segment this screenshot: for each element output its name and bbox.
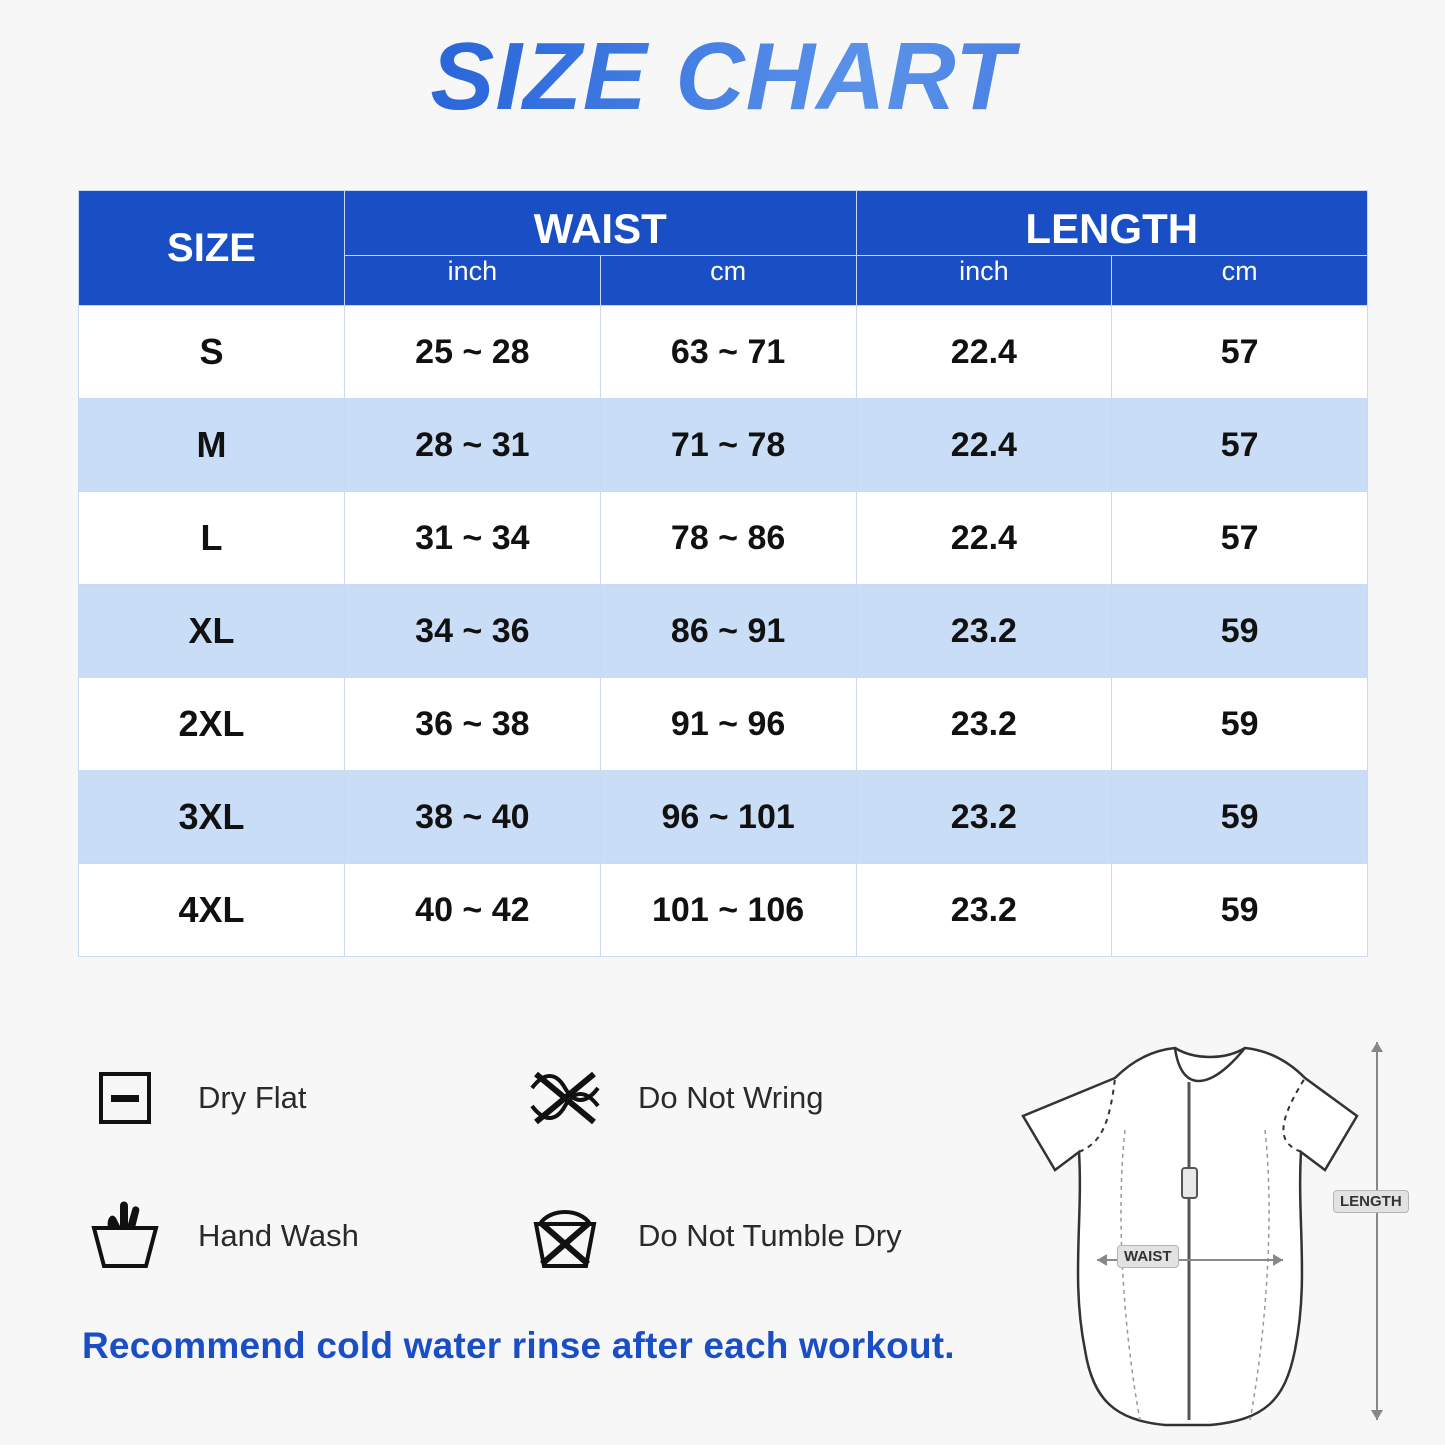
care-row-1 — [82, 1055, 962, 1141]
size-chart-table — [78, 190, 1368, 957]
cell-length-cm: 57 — [1112, 492, 1368, 585]
care-label-dry-flat: Dry Flat — [198, 1080, 307, 1115]
cell-size: 2XL — [79, 678, 345, 771]
cell-length-cm: 59 — [1112, 585, 1368, 678]
cell-length-inch: 23.2 — [856, 585, 1112, 678]
table-row — [79, 585, 1368, 678]
cell-waist-cm: 71 ~ 78 — [600, 399, 856, 492]
cell-length-inch: 23.2 — [856, 864, 1112, 957]
care-label-do-not-wring: Do Not Wring — [638, 1080, 824, 1115]
cell-waist-cm: 91 ~ 96 — [600, 678, 856, 771]
dry-flat-icon — [82, 1055, 168, 1141]
care-item-do-not-tumble-dry — [522, 1193, 962, 1279]
header-size: SIZE — [79, 191, 345, 306]
table-row — [79, 864, 1368, 957]
cell-waist-inch: 25 ~ 28 — [345, 306, 601, 399]
cell-size: XL — [79, 585, 345, 678]
cell-waist-cm: 63 ~ 71 — [600, 306, 856, 399]
unit-length-cm: cm — [1112, 256, 1368, 306]
care-item-do-not-wring — [522, 1055, 962, 1141]
cell-size: S — [79, 306, 345, 399]
cell-size: L — [79, 492, 345, 585]
table-row — [79, 306, 1368, 399]
cell-length-cm: 59 — [1112, 678, 1368, 771]
cell-waist-cm: 96 ~ 101 — [600, 771, 856, 864]
table-body — [79, 306, 1368, 957]
table-row — [79, 492, 1368, 585]
cell-waist-cm: 86 ~ 91 — [600, 585, 856, 678]
cell-size: 4XL — [79, 864, 345, 957]
care-label-hand-wash: Hand Wash — [198, 1218, 359, 1253]
care-item-dry-flat — [82, 1055, 522, 1141]
cell-waist-cm: 78 ~ 86 — [600, 492, 856, 585]
cell-length-cm: 59 — [1112, 771, 1368, 864]
do-not-tumble-dry-icon — [522, 1193, 608, 1279]
table-row — [79, 678, 1368, 771]
cell-length-cm: 57 — [1112, 399, 1368, 492]
cell-length-cm: 59 — [1112, 864, 1368, 957]
garment-svg — [965, 1020, 1405, 1440]
cell-waist-inch: 36 ~ 38 — [345, 678, 601, 771]
cell-length-inch: 22.4 — [856, 492, 1112, 585]
cell-waist-inch: 38 ~ 40 — [345, 771, 601, 864]
care-instructions — [82, 1055, 962, 1331]
size-chart-table-container — [78, 190, 1368, 957]
recommendation-text: Recommend cold water rinse after each workout. — [82, 1325, 955, 1366]
care-row-2 — [82, 1193, 962, 1279]
do-not-wring-icon — [522, 1055, 608, 1141]
header-waist: WAIST — [345, 191, 857, 256]
cell-length-cm: 57 — [1112, 306, 1368, 399]
hand-wash-icon — [82, 1193, 168, 1279]
table-header-row — [79, 191, 1368, 256]
cell-waist-inch: 40 ~ 42 — [345, 864, 601, 957]
waist-measure-tag: WAIST — [1117, 1245, 1179, 1268]
garment-illustration — [965, 1020, 1405, 1440]
cell-length-inch: 22.4 — [856, 306, 1112, 399]
table-row — [79, 399, 1368, 492]
cell-length-inch: 22.4 — [856, 399, 1112, 492]
cell-size: M — [79, 399, 345, 492]
cell-waist-cm: 101 ~ 106 — [600, 864, 856, 957]
table-header — [79, 191, 1368, 306]
page-title: SIZE CHART — [0, 0, 1445, 130]
cell-length-inch: 23.2 — [856, 771, 1112, 864]
header-length: LENGTH — [856, 191, 1368, 256]
care-label-do-not-tumble-dry: Do Not Tumble Dry — [638, 1218, 902, 1253]
unit-length-inch: inch — [856, 256, 1112, 306]
cell-size: 3XL — [79, 771, 345, 864]
table-row — [79, 771, 1368, 864]
cell-waist-inch: 34 ~ 36 — [345, 585, 601, 678]
length-measure-tag: LENGTH — [1333, 1190, 1409, 1213]
unit-waist-cm: cm — [600, 256, 856, 306]
cell-length-inch: 23.2 — [856, 678, 1112, 771]
cell-waist-inch: 31 ~ 34 — [345, 492, 601, 585]
cell-waist-inch: 28 ~ 31 — [345, 399, 601, 492]
care-item-hand-wash — [82, 1193, 522, 1279]
unit-waist-inch: inch — [345, 256, 601, 306]
